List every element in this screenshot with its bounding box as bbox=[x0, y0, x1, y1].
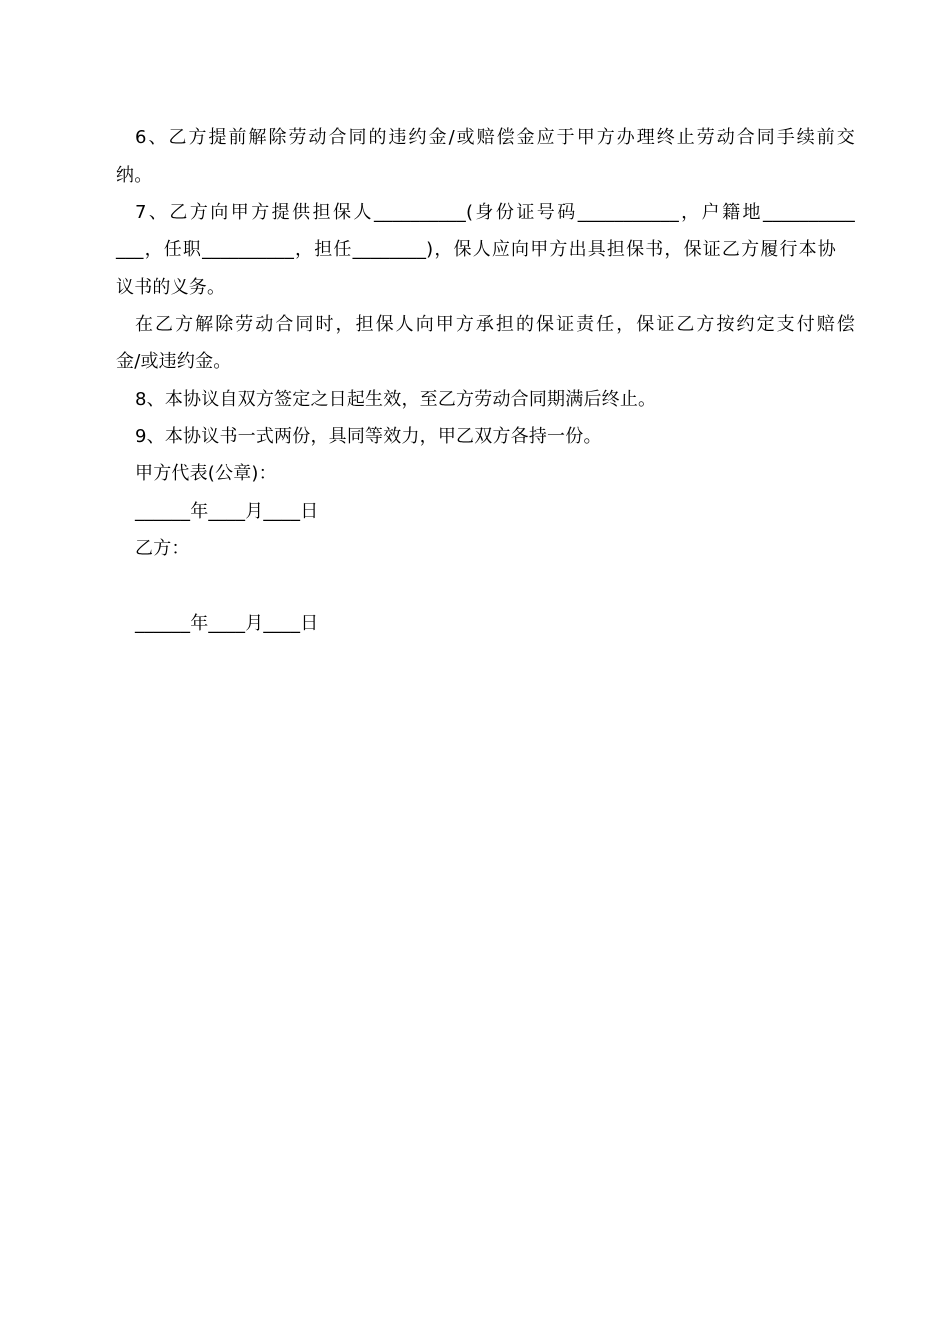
clause-7-line-3: 议书的义务。 bbox=[116, 277, 226, 298]
clause-7-line-2: ___，任职__________，担任________)，保人应向甲方出具担保书，保证乙方履行本协 bbox=[116, 239, 836, 260]
clause-9: 9、本协议书一式两份，具同等效力，甲乙双方各持一份。 bbox=[135, 426, 602, 447]
clause-6-line-2: 纳。 bbox=[116, 165, 153, 186]
guarantee-paragraph-line-2: 金/或违约金。 bbox=[116, 351, 232, 372]
party-b-date-line: ______年____月____日 bbox=[135, 613, 319, 634]
clause-8: 8、本协议自双方签定之日起生效，至乙方劳动合同期满后终止。 bbox=[135, 389, 657, 410]
party-a-date-line: ______年____月____日 bbox=[135, 501, 319, 522]
party-b-label: 乙方： bbox=[135, 538, 190, 559]
clause-7-line-1: 7、乙方向甲方提供担保人__________(身份证号码___________，户籍地__________ bbox=[135, 202, 855, 223]
guarantee-paragraph-line-1: 在乙方解除劳动合同时，担保人向甲方承担的保证责任，保证乙方按约定支付赔偿 bbox=[135, 314, 855, 335]
party-a-representative-label: 甲方代表(公章)： bbox=[135, 463, 277, 484]
clause-6-line-1: 6、乙方提前解除劳动合同的违约金/或赔偿金应于甲方办理终止劳动合同手续前交 bbox=[135, 127, 855, 148]
